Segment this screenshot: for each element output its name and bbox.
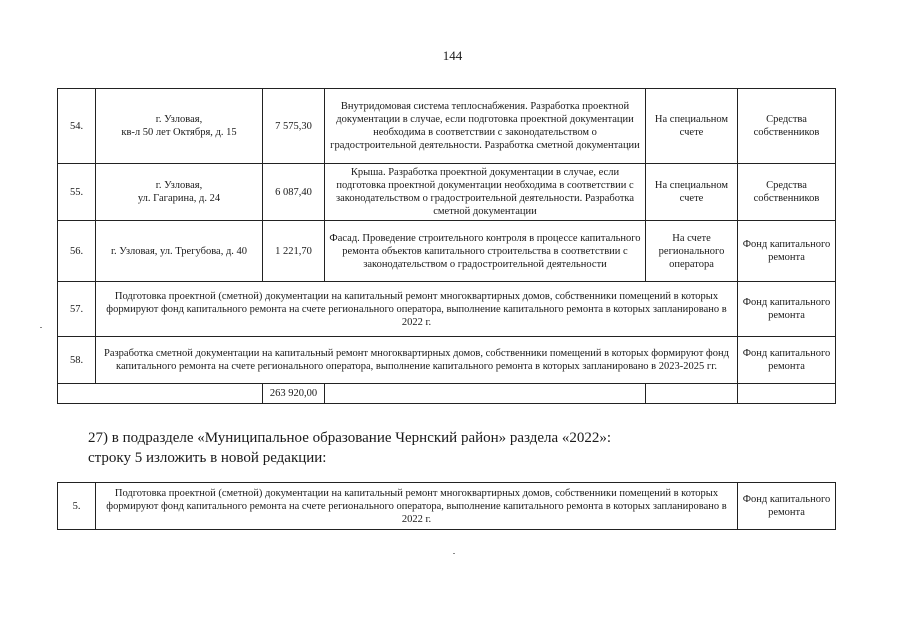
row-number: 54. (58, 89, 96, 164)
row-number: 55. (58, 164, 96, 221)
row-number: 57. (58, 282, 96, 337)
row-number: 58. (58, 337, 96, 384)
total-amount: 263 920,00 (263, 384, 325, 404)
row-number: 5. (58, 483, 96, 530)
account-cell: На специальном счете (646, 164, 738, 221)
funding-cell: Фонд капитального ремонта (738, 282, 836, 337)
account-cell: На специальном счете (646, 89, 738, 164)
empty-cell (646, 384, 738, 404)
funding-cell: Средства собственников (738, 89, 836, 164)
amount-cell: 7 575,30 (263, 89, 325, 164)
address-cell: г. Узловая, ул. Гагарина, д. 24 (96, 164, 263, 221)
empty-cell (325, 384, 646, 404)
empty-cell (58, 384, 263, 404)
amount-cell: 1 221,70 (263, 221, 325, 282)
works-cell: Подготовка проектной (сметной) документации на капитальный ремонт многоквартирных домов, собственники помещений в которых формируют фонд капитального ремонта на счете регионального оператора, выполнение капитального ремонта в которых запланировано в 2022 г. (96, 282, 738, 337)
amount-cell: 6 087,40 (263, 164, 325, 221)
works-cell: Внутридомовая система теплоснабжения. Разработка проектной документации в случае, если подготовка проектной документации необходима в соответствии с законодательством о градостроительной деятельности. Разработка сметной документации (325, 89, 646, 164)
table-row (58, 164, 836, 221)
paragraph-line: 27) в подразделе «Муниципальное образование Чернский район» раздела «2022»: (88, 430, 612, 446)
table-row (58, 89, 836, 164)
funding-cell: Средства собственников (738, 164, 836, 221)
address-cell: г. Узловая, ул. Трегубова, д. 40 (96, 221, 263, 282)
paragraph-line: строку 5 изложить в новой редакции: (88, 450, 327, 466)
works-cell: Подготовка проектной (сметной) документации на капитальный ремонт многоквартирных домов, собственники помещений в которых формируют фонд капитального ремонта на счете регионального оператора, выполнение капитального ремонта в которых запланировано в 2022 г. (96, 483, 738, 530)
page-number: 144 (442, 48, 463, 63)
works-cell: Фасад. Проведение строительного контроля в процессе капитального ремонта объектов капитального строительства в соответствии с законодательством о градостроительной деятельности (325, 221, 646, 282)
table-row (58, 337, 836, 384)
table-row (58, 221, 836, 282)
works-table (57, 88, 836, 404)
works-cell: Разработка сметной документации на капитальный ремонт многоквартирных домов, собственники помещений в которых формируют фонд капитального ремонта на счете регионального оператора, выполнение капитального ремонта в которых запланировано в 2023-2025 гг. (96, 337, 738, 384)
funding-cell: Фонд капитального ремонта (738, 337, 836, 384)
empty-cell (738, 384, 836, 404)
funding-cell: Фонд капитального ремонта (738, 221, 836, 282)
row-number: 56. (58, 221, 96, 282)
scan-speck (40, 327, 42, 328)
table-row (58, 282, 836, 337)
works-cell: Крыша. Разработка проектной документации в случае, если подготовка проектной документации необходима в соответствии с законодательством о градостроительной деятельности. Разработка сметной документации (325, 164, 646, 221)
scan-speck (453, 553, 455, 554)
account-cell: На счете регионального оператора (646, 221, 738, 282)
total-row (58, 384, 836, 404)
replacement-table (57, 482, 836, 530)
address-cell: г. Узловая, кв-л 50 лет Октября, д. 15 (96, 89, 263, 164)
table-row (58, 483, 836, 530)
funding-cell: Фонд капитального ремонта (738, 483, 836, 530)
